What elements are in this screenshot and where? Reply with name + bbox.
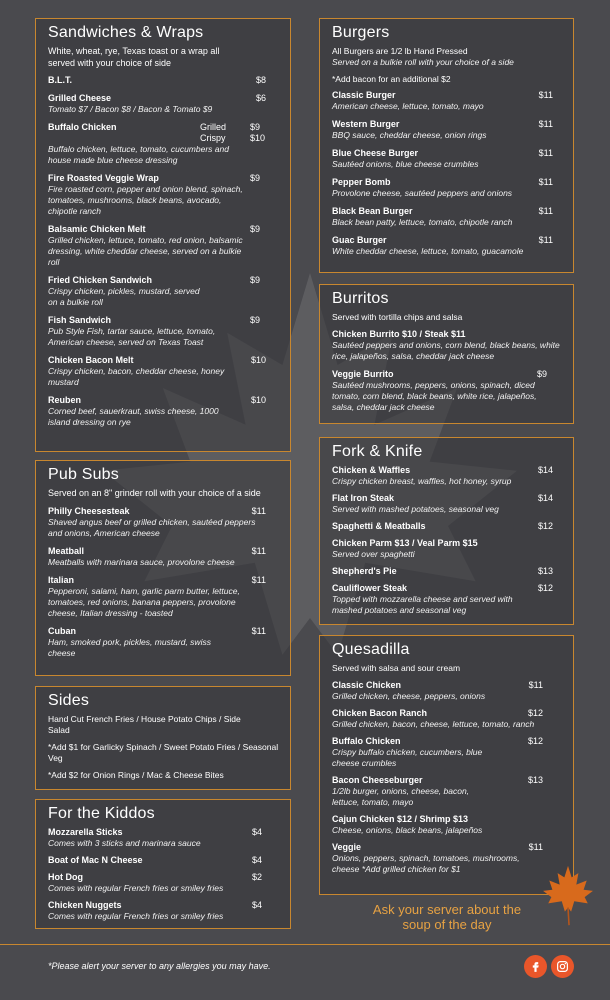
item-name: Chicken Burrito $10 / Steak $11 xyxy=(332,329,466,339)
item-name: Guac Burger xyxy=(332,235,387,245)
menu-item-mozzarella-sticks xyxy=(48,827,280,849)
sandwiches-section xyxy=(35,18,291,452)
burgers-section xyxy=(319,18,574,273)
item-price: $11 xyxy=(538,148,553,158)
menu-item-parm xyxy=(332,538,563,560)
menu-item-chicken-waffles xyxy=(332,465,563,487)
item-description: Comes with regular French fries or smiley fries xyxy=(48,911,224,921)
menu-item-spaghetti xyxy=(332,521,563,532)
item-description: Topped with mozzarella cheese and served with mashed potatoes and seasonal veg xyxy=(332,594,513,615)
item-price: $11 xyxy=(528,842,543,852)
menu-item-italian xyxy=(48,575,280,619)
item-price: $8 xyxy=(255,75,266,85)
menu-item-classic-burger xyxy=(332,90,563,112)
quesadilla-intro: Served with salsa and sour cream xyxy=(332,663,461,673)
item-name: Classic Burger xyxy=(332,90,396,100)
burgers-bacon-note: *Add bacon for an additional $2 xyxy=(332,74,451,84)
item-description: Buffalo chicken, lettuce, tomato, cucumbers and house made blue cheese dressing xyxy=(48,144,229,165)
item-name: Cauliflower Steak xyxy=(332,583,408,593)
item-description: Corned beef, sauerkraut, swiss cheese, 1000 island dressing on rye xyxy=(48,406,219,427)
item-name: Balsamic Chicken Melt xyxy=(48,224,146,234)
item-name: Chicken Bacon Ranch xyxy=(332,708,428,718)
pub-subs-title: Pub Subs xyxy=(48,466,119,483)
item-description: Grilled chicken, lettuce, tomato, red onion, balsamic dressing, white cheddar cheese, served on a bulkie roll xyxy=(48,235,243,267)
burritos-title: Burritos xyxy=(332,290,389,307)
menu-item-black-bean-burger xyxy=(332,206,563,228)
kiddos-title: For the Kiddos xyxy=(48,805,155,822)
allergy-notice: *Please alert your server to any allergies you may have. xyxy=(48,961,271,971)
menu-item-classic-chicken xyxy=(332,680,563,702)
item-description: White cheddar cheese, lettuce, tomato, guacamole xyxy=(332,246,524,256)
item-price: $13 xyxy=(537,566,553,576)
item-description: Shaved angus beef or grilled chicken, sautéed peppers and onions, American cheese xyxy=(48,516,256,538)
menu-item-chicken-burrito xyxy=(332,329,563,362)
item-description: American cheese, lettuce, tomato, mayo xyxy=(332,101,484,111)
kiddos-section xyxy=(35,799,291,929)
item-name: Flat Iron Steak xyxy=(332,493,395,503)
item-price: $9 xyxy=(536,369,547,379)
fork-knife-title: Fork & Knife xyxy=(332,443,423,460)
item-name: Mozzarella Sticks xyxy=(48,827,123,837)
item-price: $11 xyxy=(251,505,266,516)
item-description: Sautéed mushrooms, peppers, onions, spinach, diced tomato, corn blend, black beans, white rice, jalapeños, salsa, cheddar jack cheese xyxy=(332,380,537,412)
item-name: Shepherd's Pie xyxy=(332,566,397,576)
item-description: Onions, peppers, spinach, tomatoes, mushrooms, cheese *Add grilled chicken for $1 xyxy=(332,853,520,874)
pub-subs-section xyxy=(35,460,291,676)
item-name: Boat of Mac N Cheese xyxy=(48,855,143,865)
item-description: Cheese, onions, black beans, jalapeños xyxy=(332,825,483,835)
item-price: $11 xyxy=(251,545,266,556)
item-description: Crispy chicken breast, waffles, hot honey, syrup xyxy=(332,476,512,486)
item-description: Sautéed onions, blue cheese crumbles xyxy=(332,159,479,169)
burritos-section xyxy=(319,284,574,424)
item-name: Reuben xyxy=(48,395,82,405)
item-description: Provolone cheese, sautéed peppers and onions xyxy=(332,188,513,198)
item-description: Crispy chicken, bacon, cheddar cheese, honey mustard xyxy=(48,366,225,387)
item-description: Tomato $7 / Bacon $8 / Bacon & Tomato $9 xyxy=(48,104,213,114)
item-description: BBQ sauce, cheddar cheese, onion rings xyxy=(332,130,487,140)
menu-item-cauliflower-steak xyxy=(332,583,563,616)
item-description: Crispy chicken, pickles, mustard, served on a bulkie roll xyxy=(48,286,200,307)
sides-line-1: Hand Cut French Fries / House Potato Chips / Side Salad xyxy=(48,714,241,735)
item-description: Comes with 3 sticks and marinara sauce xyxy=(48,838,201,848)
item-description: Grilled chicken, cheese, peppers, onions xyxy=(332,691,486,701)
menu-item-pepper-bomb xyxy=(332,177,563,199)
menu-item-cajun-chicken xyxy=(332,814,563,836)
fork-knife-section xyxy=(319,437,574,625)
menu-item-reuben xyxy=(48,395,280,428)
burgers-intro-2: Served on a bulkie roll with your choice of a side xyxy=(332,57,514,67)
menu-item-fried-chicken xyxy=(48,275,280,308)
menu-item-bacon-cheeseburger xyxy=(332,775,563,808)
item-description: Ham, smoked pork, pickles, mustard, swiss cheese xyxy=(48,636,211,658)
item-price: $13 xyxy=(527,775,543,785)
item-name: Fried Chicken Sandwich xyxy=(48,275,153,285)
item-description: Grilled chicken, bacon, cheese, lettuce, tomato, ranch xyxy=(332,719,535,729)
menu-item-flat-iron-steak xyxy=(332,493,563,515)
sides-line-3: *Add $2 for Onion Rings / Mac & Cheese Bites xyxy=(48,770,224,780)
burgers-intro: All Burgers are 1/2 lb Hand Pressed xyxy=(332,46,468,56)
item-price: $11 xyxy=(538,235,553,245)
option-grilled-price: $9 xyxy=(250,122,261,132)
item-price: $4 xyxy=(251,855,262,865)
item-price: $9 xyxy=(249,224,260,234)
item-name: Western Burger xyxy=(332,119,400,129)
menu-item-buffalo-chicken xyxy=(48,122,280,166)
item-name: Grilled Cheese xyxy=(48,93,112,103)
item-name: Italian xyxy=(48,574,75,585)
item-price: $12 xyxy=(527,708,543,718)
sandwiches-title: Sandwiches & Wraps xyxy=(48,24,204,41)
item-price: $11 xyxy=(251,625,266,636)
menu-item-shepherds-pie xyxy=(332,566,563,577)
item-name: Pepper Bomb xyxy=(332,177,391,187)
quesadilla-title: Quesadilla xyxy=(332,641,410,658)
option-crispy-price: $10 xyxy=(250,133,266,143)
item-name: Buffalo Chicken xyxy=(48,122,117,132)
item-description: Pub Style Fish, tartar sauce, lettuce, tomato, American cheese, served on Texas Toast xyxy=(48,326,216,347)
item-name: Blue Cheese Burger xyxy=(332,148,419,158)
menu-item-buffalo-quesadilla xyxy=(332,736,563,769)
menu-item-veggie-quesadilla xyxy=(332,842,563,875)
menu-item-guac-burger xyxy=(332,235,563,257)
sides-title: Sides xyxy=(48,692,90,709)
item-name: Buffalo Chicken xyxy=(332,736,401,746)
item-description: Black bean patty, lettuce, tomato, chipotle ranch xyxy=(332,217,513,227)
item-name: Philly Cheesesteak xyxy=(48,505,130,516)
menu-item-fish-sandwich xyxy=(48,315,280,348)
menu-item-grilled-cheese xyxy=(48,93,280,115)
item-name: B.L.T. xyxy=(48,75,72,85)
menu-item-veggie-wrap xyxy=(48,173,280,217)
item-price: $12 xyxy=(537,521,553,531)
item-description: Served with mashed potatoes, seasonal veg xyxy=(332,504,499,514)
menu-item-chicken-bacon-ranch xyxy=(332,708,563,730)
item-description: Sautéed peppers and onions, corn blend, black beans, white rice, jalapeños, salsa, cheddar jack cheese xyxy=(332,340,560,361)
item-description: 1/2lb burger, onions, cheese, bacon, lettuce, tomato, mayo xyxy=(332,786,470,807)
option-crispy: Crispy xyxy=(200,133,226,143)
item-description: Comes with regular French fries or smiley fries xyxy=(48,883,224,893)
item-name: Black Bean Burger xyxy=(332,206,413,216)
burgers-title: Burgers xyxy=(332,24,390,41)
item-price: $11 xyxy=(538,177,553,187)
item-name: Classic Chicken xyxy=(332,680,402,690)
item-price: $9 xyxy=(249,275,260,285)
soup-of-the-day-callout: Ask your server about the soup of the day xyxy=(372,902,522,932)
menu-item-blue-cheese-burger xyxy=(332,148,563,170)
quesadilla-section xyxy=(319,635,574,895)
item-price: $2 xyxy=(251,872,262,882)
item-price: $14 xyxy=(537,493,553,503)
sides-line-2: *Add $1 for Garlicky Spinach / Sweet Potato Fries / Seasonal Veg xyxy=(48,742,279,763)
instagram-icon[interactable] xyxy=(551,955,574,978)
item-price: $11 xyxy=(251,574,266,585)
menu-item-chicken-nuggets xyxy=(48,900,280,922)
item-price: $10 xyxy=(250,395,266,405)
footer-divider xyxy=(0,944,610,945)
item-name: Fire Roasted Veggie Wrap xyxy=(48,173,159,183)
menu-item-chicken-bacon-melt xyxy=(48,355,280,388)
item-price: $12 xyxy=(527,736,543,746)
item-description: Served over spaghetti xyxy=(332,549,415,559)
item-name: Cuban xyxy=(48,625,76,636)
sides-section xyxy=(35,686,291,790)
menu-item-mac-n-cheese xyxy=(48,855,280,866)
item-price: $6 xyxy=(255,93,266,103)
option-grilled: Grilled xyxy=(200,122,227,132)
item-name: Chicken & Waffles xyxy=(332,465,411,475)
item-name: Chicken Nuggets xyxy=(48,900,122,910)
item-name: Spaghetti & Meatballs xyxy=(332,521,426,531)
item-price: $14 xyxy=(537,465,553,475)
item-description: Meatballs with marinara sauce, provolone cheese xyxy=(48,556,235,567)
menu-item-cuban xyxy=(48,626,280,659)
burritos-intro: Served with tortilla chips and salsa xyxy=(332,312,463,322)
item-price: $11 xyxy=(538,119,553,129)
item-description: Fire roasted corn, pepper and onion blend, spinach, tomatoes, mushrooms, black beans, avocado, chipotle ranch xyxy=(48,184,243,216)
maple-leaf-icon xyxy=(542,862,594,928)
menu-item-blt xyxy=(48,75,280,86)
item-name: Cajun Chicken $12 / Shrimp $13 xyxy=(332,814,469,824)
item-name: Fish Sandwich xyxy=(48,315,112,325)
menu-item-western-burger xyxy=(332,119,563,141)
item-description: Pepperoni, salami, ham, garlic parm butter, lettuce, tomatoes, red onions, banana peppers, provolone cheese, Italian dressing - toasted xyxy=(48,585,240,618)
menu-item-hot-dog xyxy=(48,872,280,894)
item-price: $10 xyxy=(250,355,266,365)
item-price: $9 xyxy=(249,315,260,325)
item-name: Bacon Cheeseburger xyxy=(332,775,423,785)
item-price: $11 xyxy=(528,680,543,690)
item-name: Veggie xyxy=(332,842,362,852)
item-price: $11 xyxy=(538,206,553,216)
menu-item-balsamic-chicken-melt xyxy=(48,224,280,268)
item-name: Hot Dog xyxy=(48,872,83,882)
menu-item-philly xyxy=(48,506,280,539)
item-price: $4 xyxy=(251,900,262,910)
item-name: Chicken Parm $13 / Veal Parm $15 xyxy=(332,538,478,548)
sandwiches-intro: White, wheat, rye, Texas toast or a wrap all served with your choice of side xyxy=(48,46,220,68)
item-name: Veggie Burrito xyxy=(332,369,394,379)
item-name: Meatball xyxy=(48,545,85,556)
item-name: Chicken Bacon Melt xyxy=(48,355,134,365)
facebook-icon[interactable] xyxy=(524,955,547,978)
item-price: $9 xyxy=(249,173,260,183)
item-price: $4 xyxy=(251,827,262,837)
menu-item-veggie-burrito xyxy=(332,369,563,413)
item-price: $12 xyxy=(537,583,553,593)
item-description: Crispy buffalo chicken, cucumbers, blue cheese crumbles xyxy=(332,747,483,768)
pub-subs-intro: Served on an 8" grinder roll with your choice of a side xyxy=(48,488,261,498)
menu-item-meatball xyxy=(48,546,280,568)
item-price: $11 xyxy=(538,90,553,100)
